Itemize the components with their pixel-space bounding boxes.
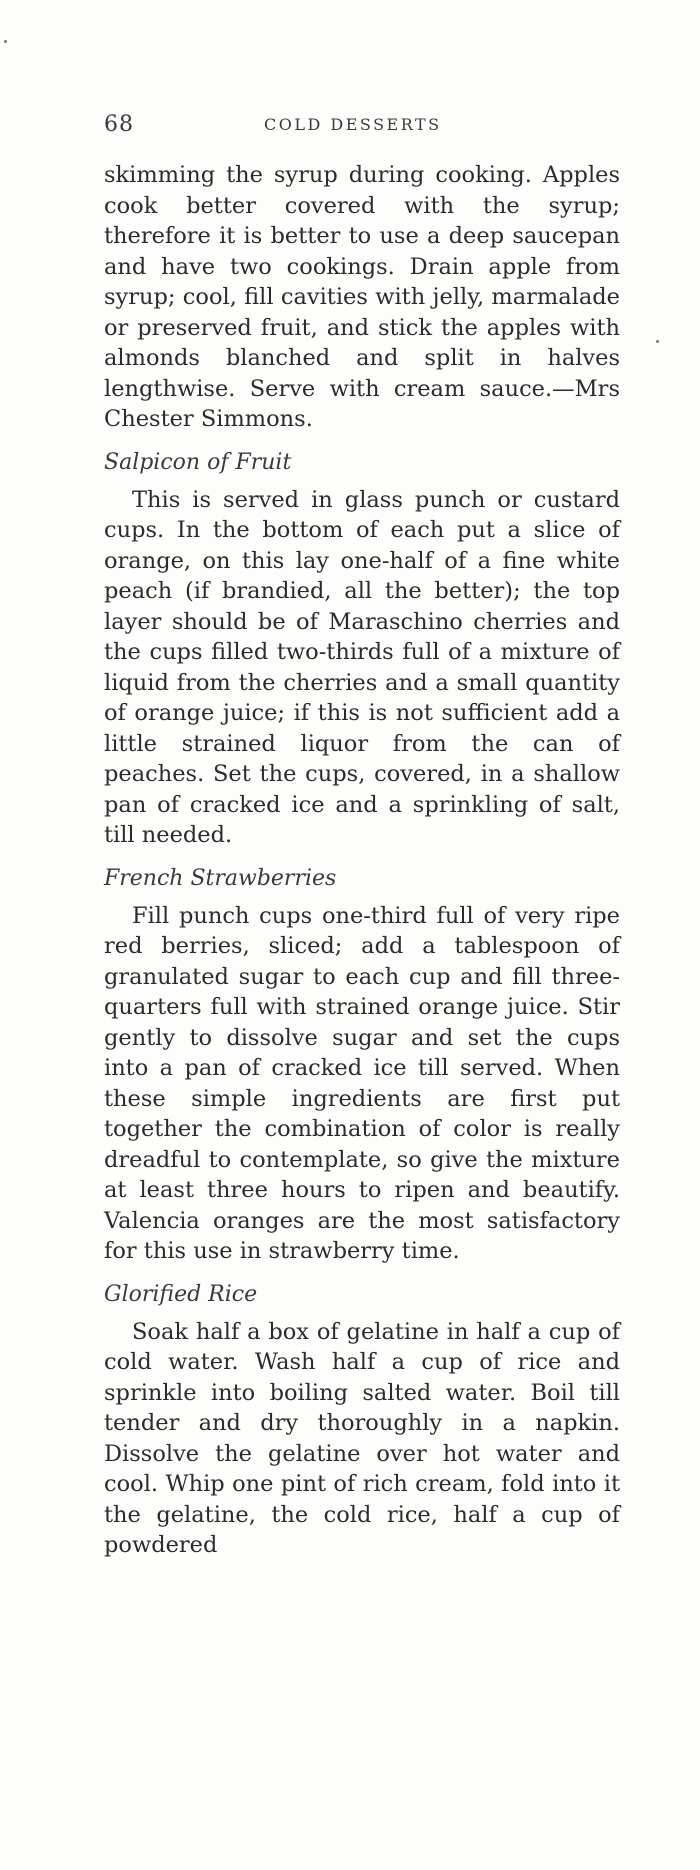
paper-speck: [4, 40, 7, 43]
recipe-title-salpicon: Salpicon of Fruit: [104, 449, 292, 475]
recipe-text-salpicon: This is served in glass punch or custard cups. In the bottom of each put a slice of orange, on this lay one-half of a fine white peach (if brandied, all the better); the top layer should be of Maraschino cherries and the cups filled two-thirds full of a mixture of liquid from the cherries and a small quantity of orange juice; if this is not sufficient add a little strained liquor from the can of peaches. Set the cups, covered, in a shallow pan of cracked ice and a sprinkling of salt, till needed.: [104, 486, 620, 848]
paper-speck: [656, 340, 659, 343]
page-number: 68: [104, 112, 134, 137]
continuation-paragraph: skimming the syrup during cooking. Apples cook better covered with the syrup; therefore it is better to use a deep saucepan and have two cookings. Drain apple from syrup; cool, fill cavities with jelly, marmalade or preserved fruit, and stick the apples with almonds blanched and split in halves lengthwise. Serve with cream sauce.—Mrs Chester Simmons.: [104, 162, 620, 432]
page-body: [104, 160, 620, 1561]
running-title: COLD DESSERTS: [264, 115, 442, 134]
recipe-title-glorified-rice: Glorified Rice: [104, 1281, 258, 1307]
recipe-text-french-strawberries: Fill punch cups one-third full of very ripe red berries, sliced; add a tablespoon of granulated sugar to each cup and fill three-quarters full with strained orange juice. Stir gently to dissolve sugar and set the cups into a pan of cracked ice till served. When these simple ingredients are first put together the combination of color is really dreadful to contemplate, so give the mixture at least three hours to ripen and beautify. Valencia oranges are the most satisfactory for this use in strawberry time.: [104, 902, 620, 1264]
running-head: [104, 112, 624, 142]
recipe-title-french-strawberries: French Strawberries: [104, 865, 337, 891]
recipe-text-glorified-rice: Soak half a box of gelatine in half a cup of cold water. Wash half a cup of rice and sprinkle into boiling salted water. Boil till tender and dry thoroughly in a napkin. Dissolve the gelatine over hot water and cool. Whip one pint of rich cream, fold into it the gelatine, the cold rice, half a cup of powdered: [104, 1318, 620, 1558]
